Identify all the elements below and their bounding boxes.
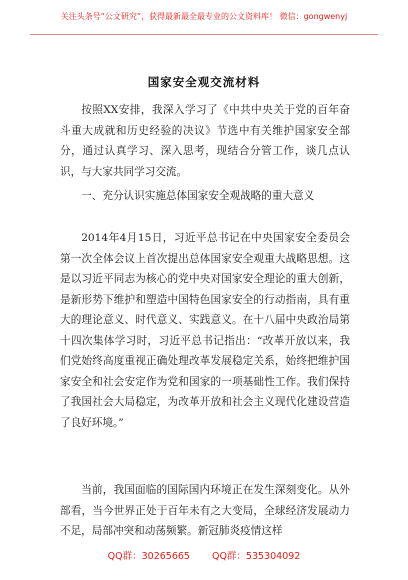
paragraph-intro xyxy=(60,100,350,182)
paragraph-intro-text: 按照XX安排，我深入学习了《中共中央关于党的百年奋斗重大成就和历史经验的决议》节选中有关维护国家安全部分，通过认真学习、深入思考，现结合分管工作，谈几点认识，与大家共同学习交流。 xyxy=(60,104,350,178)
paragraph-current xyxy=(60,480,350,542)
document-title: 国家安全观交流材料 xyxy=(147,75,261,89)
paragraph-2014-text: 2014年4月15日，习近平总书记在中央国家安全委员会第一次全体会议上首次提出总体国家安全观重大战略思想。这是以习近平同志为核心的党中央对国家安全理论的重大创新，是新形势下维护和塑造中国特色国家安全的行动指南，具有重大的理论意义、时代意义、实践意义。在十八届中央政治局第十四次集体学习时，习近平总书记指出：“改革开放以来，我们党始终高度重视正确处理改革发展稳定关系，始终把维护国家安全和社会安定作为党和国家的一项基础性工作。我们保持了我国社会大局稳定，为改革开放和社会主义现代化建设营造了良好环境。” xyxy=(60,232,350,429)
paragraph-2014 xyxy=(60,228,350,433)
section-heading-1 xyxy=(60,186,350,207)
footer-qq-group-1: QQ群：30265665 xyxy=(107,551,190,562)
footer-qq-groups xyxy=(0,548,408,562)
header-divider xyxy=(30,34,378,35)
header-promo-note: 关注头条号“公文研究”，获得最新最全最专业的公文资料库！ 微信：gongwenyj xyxy=(60,12,348,21)
footer-qq-group-2: QQ群：535304092 xyxy=(211,551,301,562)
paragraph-current-text: 当前，我国面临的国际国内环境正在发生深刻变化。从外部看，当今世界正处于百年未有之大变局，全球经济发展动力不足，局部冲突和动荡频繁。新冠肺炎疫情这样 xyxy=(60,484,350,537)
section-heading-1-text: 一、充分认识实施总体国家安全观战略的重大意义 xyxy=(81,190,315,202)
